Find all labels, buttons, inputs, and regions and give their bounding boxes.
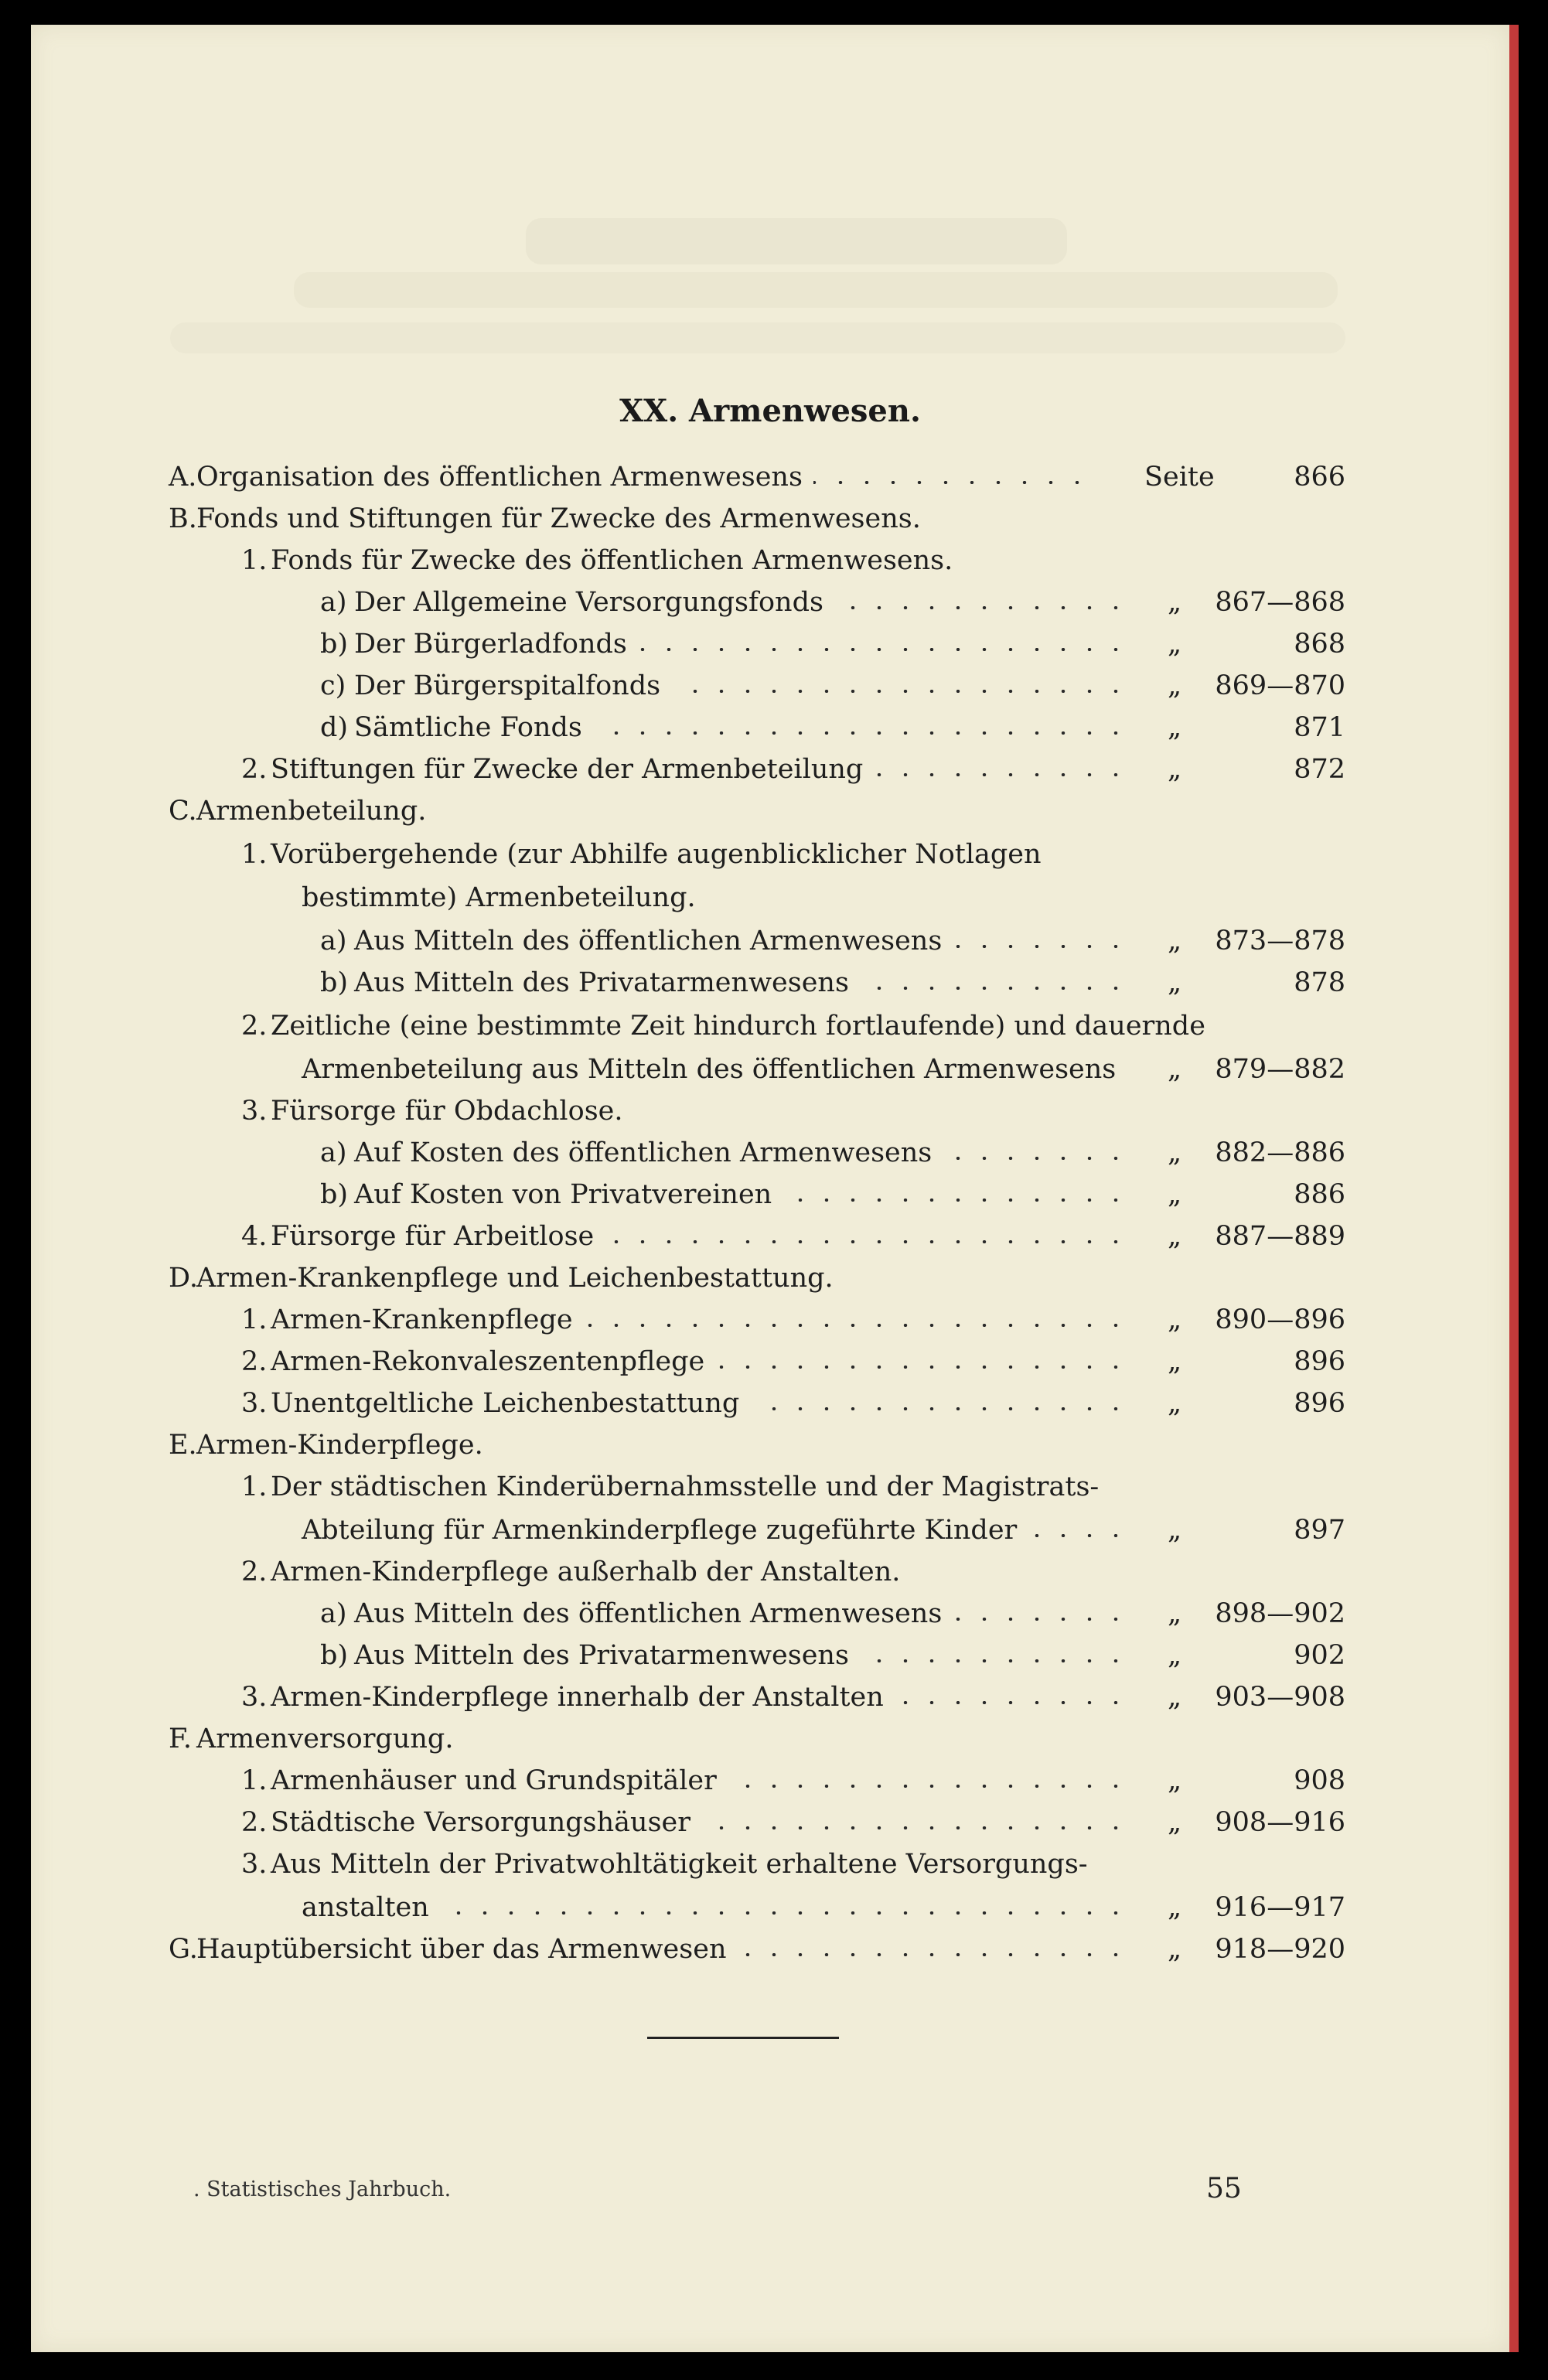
toc-entry-text: Aus Mitteln des öffentlichen Armenwesens	[354, 1598, 943, 1629]
toc-entry-ditto: „	[1168, 1054, 1182, 1085]
toc-entry-label: C.	[169, 796, 197, 827]
toc-entry	[31, 1092, 1345, 1130]
toc-entry-label: 1.	[241, 1304, 268, 1335]
leader-dots	[860, 1659, 1129, 1662]
toc-entry	[31, 1678, 1345, 1717]
leader-dots	[953, 945, 1129, 948]
toc-entry-label: 1.	[241, 1471, 268, 1502]
leader-dots	[715, 1366, 1129, 1369]
toc-entry-label: 1.	[241, 1765, 268, 1796]
toc-entry-label: 1.	[241, 839, 268, 870]
toc-entry-page: 882—886	[1215, 1137, 1345, 1168]
toc-entry-text: Armenbeteilung aus Mitteln des öffentlichen Armenwesens	[302, 1054, 1117, 1085]
toc-entry-text: Aus Mitteln des öffentlichen Armenwesens	[354, 926, 943, 956]
toc-entry-ditto: „	[1168, 1221, 1182, 1252]
toc-entry	[31, 1511, 1345, 1550]
toc-entry-label: b)	[320, 629, 349, 660]
closing-rule	[647, 2037, 839, 2039]
toc-entry-label: b)	[320, 967, 349, 998]
toc-entry-text: anstalten	[302, 1892, 429, 1923]
toc-entry-text: Armen-Kinderpflege außerhalb der Anstalten.	[271, 1557, 901, 1587]
toc-entry-ditto: „	[1168, 1892, 1182, 1923]
toc-entry	[31, 1175, 1345, 1214]
toc-entry-ditto: „	[1168, 1598, 1182, 1629]
toc-entry	[31, 458, 1345, 496]
toc-entry	[31, 1888, 1345, 1927]
toc-entry	[31, 1217, 1345, 1256]
toc-entry-label: 2.	[241, 1011, 268, 1042]
leader-dots	[728, 1785, 1129, 1788]
footer-publication: . Statistisches Jahrbuch.	[193, 2177, 452, 2201]
toc-entry	[31, 1930, 1345, 1969]
toc-entry-ditto: „	[1168, 967, 1182, 998]
toc-entry-text: Der Bürgerspitalfonds	[354, 670, 661, 701]
page-number: 55	[1206, 2173, 1242, 2204]
toc-entry-text: Auf Kosten von Privatvereinen	[354, 1179, 772, 1210]
toc-entry-page: 886	[1294, 1179, 1345, 1210]
toc-entry	[31, 708, 1345, 747]
toc-entry-label: b)	[320, 1179, 349, 1210]
toc-entry-page: 866	[1294, 462, 1345, 493]
toc-entry-label: 2.	[241, 1557, 268, 1587]
toc-entry-label: E.	[169, 1430, 197, 1461]
toc-entry-text: Armen-Kinderpflege innerhalb der Anstalten	[271, 1682, 884, 1713]
toc-entry-label: a)	[320, 587, 347, 618]
toc-entry-text: Unentgeltliche Leichenbestattung	[271, 1388, 740, 1419]
toc-entry	[31, 1301, 1345, 1339]
toc-entry-page: 869—870	[1215, 670, 1345, 701]
toc-entry	[31, 922, 1345, 960]
toc-entry-text: Fürsorge für Arbeitlose	[271, 1221, 595, 1252]
toc-entry	[31, 583, 1345, 622]
toc-entry	[31, 1134, 1345, 1172]
toc-entry	[31, 792, 1345, 830]
toc-entry	[31, 1384, 1345, 1423]
leader-dots	[943, 1157, 1129, 1160]
toc-entry-page: 898—902	[1215, 1598, 1345, 1629]
toc-entry-ditto: „	[1168, 1515, 1182, 1546]
toc-entry-label: 1.	[241, 545, 268, 576]
toc-entry	[31, 667, 1345, 705]
toc-entry-text: Städtische Versorgungshäuser	[271, 1807, 690, 1838]
toc-entry-text: Vorübergehende (zur Abhilfe augenblicklicher Notlagen	[271, 839, 1042, 870]
toc-entry-label: a)	[320, 926, 347, 956]
toc-entry-ditto: „	[1168, 587, 1182, 618]
toc-entry-label: A.	[169, 462, 197, 493]
toc-entry-page: 897	[1294, 1515, 1345, 1546]
toc-entry-text: Fonds für Zwecke des öffentlichen Armenwesens.	[271, 545, 953, 576]
leader-dots	[701, 1826, 1129, 1829]
toc-entry-ditto: „	[1168, 1179, 1182, 1210]
toc-entry-label: 3.	[241, 1096, 268, 1127]
toc-entry-ditto: „	[1168, 1640, 1182, 1671]
toc-entry-ditto: „	[1168, 1137, 1182, 1168]
toc-entry-page: 903—908	[1215, 1682, 1345, 1713]
toc-entry-text: Fonds und Stiftungen für Zwecke des Armenwesens.	[196, 503, 921, 534]
toc-entry-label: D.	[169, 1263, 198, 1294]
toc-entry-label: b)	[320, 1640, 349, 1671]
toc-entry-label: c)	[320, 670, 346, 701]
toc-entry-page: 896	[1294, 1346, 1345, 1377]
toc-entry-label: 2.	[241, 754, 268, 785]
leader-dots	[953, 1618, 1129, 1621]
book-page	[31, 25, 1509, 2352]
toc-entry	[31, 1720, 1345, 1758]
toc-entry	[31, 1426, 1345, 1464]
toc-entry-ditto: „	[1168, 1304, 1182, 1335]
leader-dots	[440, 1911, 1129, 1915]
toc-entry-page: 896	[1294, 1388, 1345, 1419]
page-edge	[1509, 25, 1519, 2352]
toc-entry-page: 867—868	[1215, 587, 1345, 618]
toc-entry-label: a)	[320, 1137, 347, 1168]
toc-entry-label: F.	[169, 1724, 192, 1754]
toc-entry-text: bestimmte) Armenbeteilung.	[302, 882, 696, 913]
toc-entry	[31, 1342, 1345, 1381]
toc-entry-text: Aus Mitteln des Privatarmenwesens	[354, 1640, 849, 1671]
toc-entry-text: Armenbeteilung.	[196, 796, 427, 827]
toc-entry-ditto: Seite	[1144, 462, 1215, 493]
toc-entry-label: 3.	[241, 1849, 268, 1880]
leader-dots	[738, 1953, 1129, 1956]
toc-entry-label: 3.	[241, 1682, 268, 1713]
toc-entry-page: 871	[1294, 712, 1345, 743]
toc-entry-ditto: „	[1168, 629, 1182, 660]
toc-entry	[31, 1553, 1345, 1591]
leader-dots	[584, 1324, 1129, 1327]
leader-dots	[860, 987, 1129, 990]
toc-entry-text: Organisation des öffentlichen Armenwesens	[196, 462, 803, 493]
leader-dots	[834, 606, 1129, 609]
toc-entry-label: B.	[169, 503, 197, 534]
leader-dots	[895, 1701, 1129, 1704]
toc-entry-label: 2.	[241, 1346, 268, 1377]
section-title: XX. Armenwesen.	[619, 393, 921, 429]
toc-entry-text: Auf Kosten des öffentlichen Armenwesens	[354, 1137, 933, 1168]
leader-dots	[750, 1407, 1129, 1410]
toc-entry	[31, 1468, 1345, 1506]
toc-entry-ditto: „	[1168, 1346, 1182, 1377]
toc-entry-text: Der städtischen Kinderübernahmsstelle und der Magistrats-	[271, 1471, 1100, 1502]
toc-entry	[31, 1803, 1345, 1842]
toc-entry-text: Armenversorgung.	[196, 1724, 454, 1754]
toc-entry-ditto: „	[1168, 712, 1182, 743]
toc-entry-text: Stiftungen für Zwecke der Armenbeteilung	[271, 754, 864, 785]
leader-dots	[783, 1199, 1129, 1202]
toc-entry	[31, 541, 1345, 580]
toc-entry-ditto: „	[1168, 1388, 1182, 1419]
toc-entry-text: Sämtliche Fonds	[354, 712, 582, 743]
leader-dots	[638, 648, 1129, 651]
toc-entry-page: 887—889	[1215, 1221, 1345, 1252]
toc-entry	[31, 1845, 1345, 1884]
toc-entry-label: 3.	[241, 1388, 268, 1419]
toc-entry-text: Fürsorge für Obdachlose.	[271, 1096, 623, 1127]
toc-entry-ditto: „	[1168, 926, 1182, 956]
toc-entry-ditto: „	[1168, 1682, 1182, 1713]
toc-entry-page: 879—882	[1215, 1054, 1345, 1085]
toc-entry-page: 878	[1294, 967, 1345, 998]
leader-dots	[1028, 1534, 1129, 1537]
toc-entry	[31, 1636, 1345, 1675]
leader-dots	[671, 690, 1129, 693]
toc-entry-ditto: „	[1168, 670, 1182, 701]
toc-entry-label: d)	[320, 712, 349, 743]
leader-dots	[813, 481, 1090, 484]
toc-entry-text: Abteilung für Armenkinderpflege zugeführte Kinder	[302, 1515, 1018, 1546]
toc-entry-page: 908	[1294, 1765, 1345, 1796]
leader-dots	[593, 731, 1129, 735]
ghost-line	[526, 218, 1067, 264]
toc-entry-text: Zeitliche (eine bestimmte Zeit hindurch fortlaufende) und dauernde	[271, 1011, 1205, 1042]
toc-entry-text: Aus Mitteln der Privatwohltätigkeit erhaltene Versorgungs-	[271, 1849, 1088, 1880]
toc-entry	[31, 1007, 1345, 1045]
toc-entry-page: 918—920	[1215, 1934, 1345, 1965]
toc-entry	[31, 1761, 1345, 1800]
toc-entry-text: Armen-Rekonvaleszentenpflege	[271, 1346, 705, 1377]
toc-entry-text: Der Allgemeine Versorgungsfonds	[354, 587, 823, 618]
toc-entry-text: Armenhäuser und Grundspitäler	[271, 1765, 717, 1796]
ghost-line	[294, 272, 1338, 308]
toc-entry	[31, 1050, 1345, 1089]
toc-entry-ditto: „	[1168, 1765, 1182, 1796]
toc-entry	[31, 625, 1345, 663]
toc-entry-page: 908—916	[1215, 1807, 1345, 1838]
toc-entry-text: Armen-Krankenpflege	[271, 1304, 573, 1335]
toc-entry-label: a)	[320, 1598, 347, 1629]
toc-entry	[31, 963, 1345, 1002]
toc-entry-label: 2.	[241, 1807, 268, 1838]
ghost-line	[170, 322, 1345, 353]
table-of-contents	[31, 458, 1509, 1973]
toc-entry	[31, 1594, 1345, 1633]
toc-entry-text: Aus Mitteln des Privatarmenwesens	[354, 967, 849, 998]
toc-entry-page: 873—878	[1215, 926, 1345, 956]
toc-entry-page: 890—896	[1215, 1304, 1345, 1335]
toc-entry-text: Der Bürgerladfonds	[354, 629, 627, 660]
toc-entry-ditto: „	[1168, 1934, 1182, 1965]
toc-entry-label: G.	[169, 1934, 198, 1965]
toc-entry-page: 916—917	[1215, 1892, 1345, 1923]
toc-entry-ditto: „	[1168, 1807, 1182, 1838]
leader-dots	[874, 773, 1129, 776]
toc-entry-ditto: „	[1168, 754, 1182, 785]
toc-entry-page: 902	[1294, 1640, 1345, 1671]
toc-entry-text: Armen-Kinderpflege.	[196, 1430, 483, 1461]
toc-entry	[31, 750, 1345, 789]
toc-entry-text: Armen-Krankenpflege und Leichenbestattung.	[196, 1263, 834, 1294]
toc-entry-label: 4.	[241, 1221, 268, 1252]
toc-entry	[31, 878, 1345, 917]
toc-entry-page: 868	[1294, 629, 1345, 660]
toc-entry	[31, 835, 1345, 874]
toc-entry	[31, 500, 1345, 538]
leader-dots	[605, 1240, 1129, 1243]
toc-entry-page: 872	[1294, 754, 1345, 785]
toc-entry-text: Hauptübersicht über das Armenwesen	[196, 1934, 727, 1965]
toc-entry	[31, 1259, 1345, 1297]
